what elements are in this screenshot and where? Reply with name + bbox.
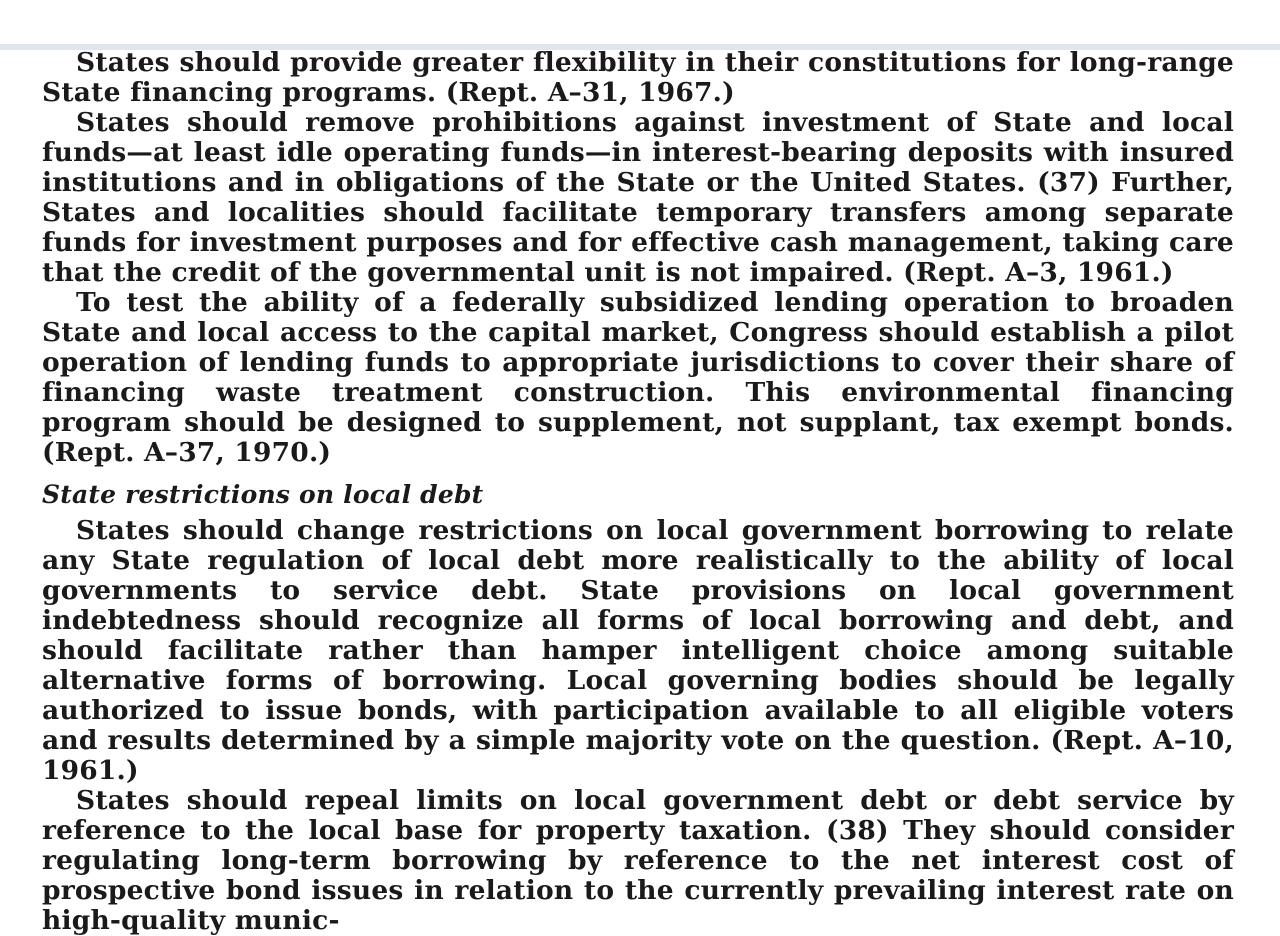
paragraph-investment-of-funds: States should remove prohibitions against investment of State and local funds—at least idle operating funds—in interest-bearing deposits with insured institutions and in obligations of the State or the United States. (37) Further, States and localities should facilitate temporary transfers among separate funds for investment purposes and for effective cash management, taking care that the credit of the governmental unit is not impaired. (Rept. A–3, 1961.) bbox=[42, 107, 1234, 288]
paragraph-repeal-limits: States should repeal limits on local government debt or debt service by reference to the local base for property taxation. (38) They should consider regulating long-term borrowing by reference to the net interest cost of prospective bond issues in relation to the currently prevailing interest rate on high-quality munic- bbox=[42, 785, 1234, 936]
paragraph-lending-pilot: To test the ability of a federally subsidized lending operation to broaden State and local access to the capital market, Congress should establish a pilot operation of lending funds to appropriate jurisdictions to cover their share of financing waste treatment construction. This environmental financing program should be designed to supplement, not supplant, tax exempt bonds. (Rept. A–37, 1970.) bbox=[42, 287, 1234, 468]
paragraph-constitutional-flexibility: States should provide greater flexibility in their constitutions for long-range State financing programs. (Rept. A–31, 1967.) bbox=[42, 47, 1234, 108]
section-heading: State restrictions on local debt bbox=[42, 480, 484, 509]
viewer-top-strip bbox=[0, 0, 1280, 46]
paragraph-borrowing-restrictions: States should change restrictions on local government borrowing to relate any State regulation of local debt more realistically to the ability of local governments to service debt. State provisions on local government indebtedness should recognize all forms of local borrowing and debt, and should facilitate rather than hamper intelligent choice among suitable alternative forms of borrowing. Local governing bodies should be legally authorized to issue bonds, with participation available to all eligible voters and results determined by a simple majority vote on the question. (Rept. A–10, 1961.) bbox=[42, 515, 1234, 786]
document-page bbox=[42, 47, 1234, 936]
